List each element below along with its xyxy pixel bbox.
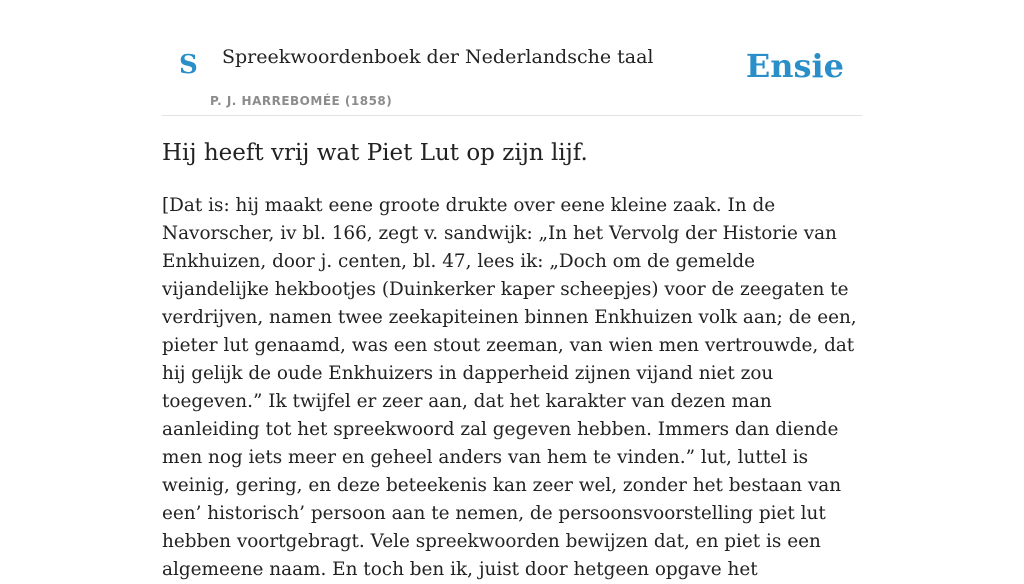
- entry-body: [Dat is: hij maakt eene groote drukte over eene kleine zaak. In de Navorscher, iv bl. 166, zegt v. sandwijk: „In het Vervolg der Historie van Enkhuizen, door j. centen, bl. 47, lees ik: „Doch om de gemelde vijandelijke hekbootjes (Duinkerker kaper scheepjes) voor de zeegaten te verdrijven, namen twee zeekapiteinen binnen Enkhuizen volk aan; de een, pieter lut genaamd, was een stout zeeman, van wien men vertrouwde, dat hij gelijk de oude Enkhuizers in dapperheid zijnen vijand niet zou toegeven.” Ik twijfel er zeer aan, dat het karakter van dezen man aanleiding tot het spreekwoord zal gegeven hebben. Immers dan diende men nog iets meer en geheel anders van hem te vinden.” lut, luttel is weinig, gering, en deze beteekenis kan zeer wel, zonder het bestaan van een’ historisch’ persoon aan te nemen, de persoonsvoorstelling piet lut hebben voortgebragt. Vele spreekwoorden bewijzen dat, en piet is een algemeene naam. En toch ben ik, juist door hetgeen opgave het: [162, 195, 857, 580]
- book-title-link[interactable]: Spreekwoordenboek der Nederlandsche taal: [222, 46, 654, 68]
- book-logo-icon[interactable]: S: [179, 50, 198, 80]
- ensie-logo-link[interactable]: Ensie: [745, 47, 844, 85]
- site-header: [162, 0, 862, 116]
- entry-heading: Hij heeft vrij wat Piet Lut op zijn lijf.: [162, 140, 588, 166]
- author-label: P. J. HARREBOMÉE (1858): [210, 94, 393, 108]
